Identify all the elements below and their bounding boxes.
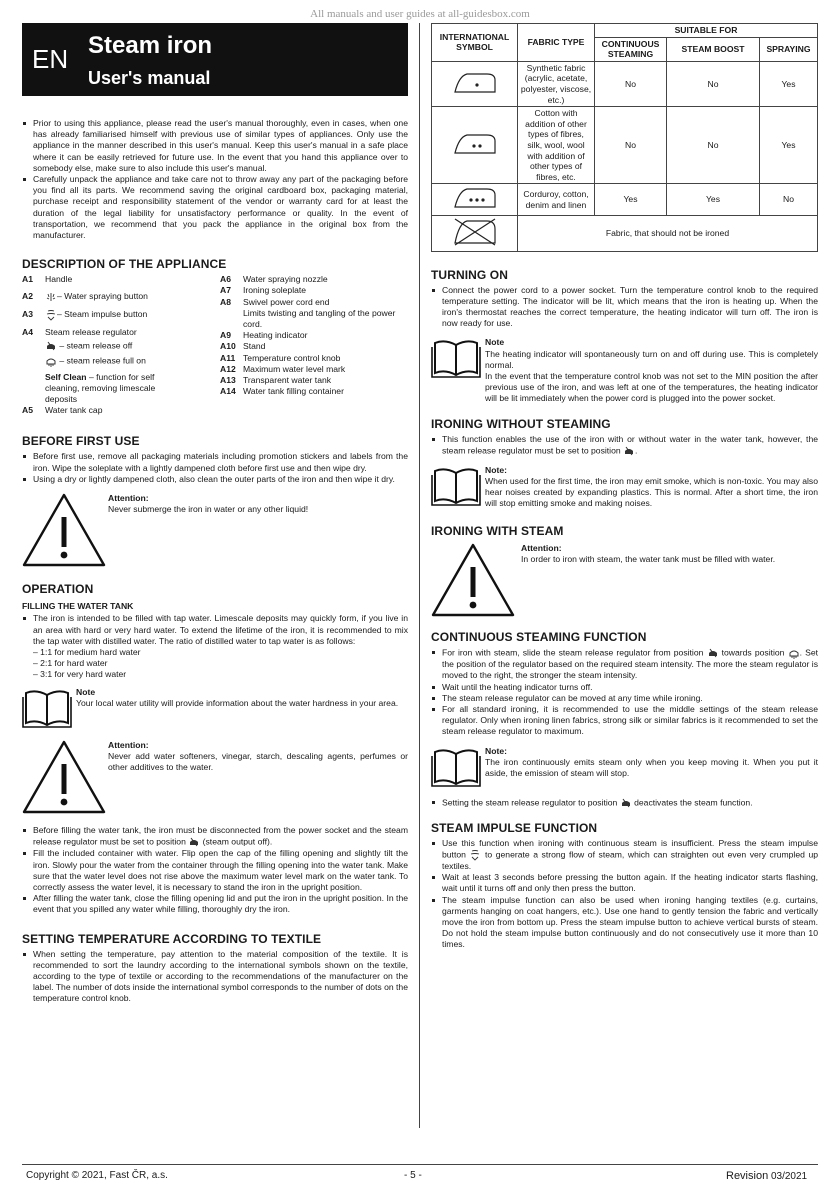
without-steam-list bbox=[431, 434, 818, 457]
steam-off-icon bbox=[188, 837, 200, 847]
list-item: Fill the included container with water. Flip open the cap of the filling opening and slightly tilt the iron. Slowly pour the water from the container through the filling opening into the water tank. Make sure that the water level does not rise above the maximum water level mark on the water tank. To correctly assess the water level, it is necessary to stand the iron in the upright position. bbox=[22, 848, 408, 893]
attention-title: Attention: bbox=[521, 542, 562, 553]
list-item: The steam impulse function can also be used when ironing hanging textiles (e.g. curtains, garments hanging on coat hangers, etc.). Use one hand to gently tension the fabric and vertically move the iron from bottom up. Press the steam impulse button to achieve vertical bursts of steam. Do not hold the steam impulse button continuously and do not consecutively use it more than 10 times. bbox=[431, 895, 818, 951]
right-column bbox=[431, 23, 818, 951]
steam-off-icon bbox=[620, 797, 632, 807]
column-divider bbox=[419, 23, 420, 1128]
parts-list bbox=[22, 274, 408, 416]
fabric-table bbox=[431, 23, 818, 252]
book-icon bbox=[22, 687, 76, 732]
steam-impulse-icon bbox=[45, 309, 57, 321]
steam-impulse-icon bbox=[469, 849, 481, 859]
list-item: The iron is intended to be filled with tap water. Limescale deposits may quickly form, if you live in an area with hard or very hard water. To extend the lifetime of the iron, it is recommended to mix the tap water with distilled water. The ratio of distilled water to tap water is as follows: bbox=[22, 613, 408, 647]
part-item: A13 Transparent water tank bbox=[220, 375, 332, 386]
filling-steps-list bbox=[22, 825, 408, 915]
part-item: A4 Steam release regulator bbox=[22, 327, 137, 338]
part-item: A2 – Water spraying button bbox=[22, 291, 148, 302]
part-item: A10 Stand bbox=[220, 341, 266, 352]
table-row: Synthetic fabric (acrylic, acetate, polyester, viscose, etc.) No No Yes bbox=[432, 61, 818, 106]
note-title: Note bbox=[485, 337, 505, 348]
table-header: CONTINUOUS STEAMING bbox=[595, 37, 667, 61]
left-column bbox=[22, 23, 408, 1005]
note-text: The iron continuously emits steam only when you keep moving it. When you put it aside, the emission of steam will stop. bbox=[485, 756, 818, 778]
before-first-use-list bbox=[22, 451, 408, 485]
part-item: A1 Handle bbox=[22, 274, 73, 285]
list-item: The steam release regulator can be moved at any time while ironing. bbox=[431, 693, 818, 704]
book-icon bbox=[431, 746, 485, 791]
part-item: A6 Water spraying nozzle bbox=[220, 274, 328, 285]
section-heading-continuous: CONTINUOUS STEAMING FUNCTION bbox=[431, 630, 647, 645]
page-title: Steam iron bbox=[88, 32, 213, 59]
part-subitem: – steam release full on bbox=[22, 355, 220, 367]
warning-triangle-icon bbox=[431, 543, 521, 620]
part-item: A12 Maximum water level mark bbox=[220, 363, 346, 374]
steam-off-icon bbox=[45, 340, 57, 350]
attention-box bbox=[431, 543, 818, 620]
part-item: A9 Heating indicator bbox=[220, 330, 308, 341]
section-heading-description: DESCRIPTION OF THE APPLIANCE bbox=[22, 257, 227, 272]
steam-off-icon bbox=[707, 647, 719, 657]
table-row: Corduroy, cotton, denim and linen Yes Yes No bbox=[432, 184, 818, 216]
impulse-list bbox=[431, 838, 818, 951]
steam-full-icon bbox=[45, 355, 57, 365]
part-subitem: Self Clean – function for self cleaning, removing limescale deposits bbox=[45, 371, 156, 405]
turning-on-list bbox=[431, 285, 818, 330]
attention-title: Attention: bbox=[108, 739, 149, 750]
note-text: The heating indicator will spontaneously turn on and off during use. This is completely normal. bbox=[485, 348, 818, 370]
list-item: Wait until the heating indicator turns off. bbox=[431, 682, 818, 693]
spray-icon bbox=[45, 291, 57, 303]
note-title: Note: bbox=[485, 745, 507, 756]
table-header: FABRIC TYPE bbox=[518, 24, 595, 62]
iron-two-dots-icon bbox=[432, 107, 518, 184]
subheading-filling: FILLING THE WATER TANK bbox=[22, 601, 134, 612]
continuous-setting-list bbox=[431, 797, 818, 809]
note-text: In the event that the temperature control knob was not set to the MIN position the after previous use of the iron, and was left at one of the temperatures, the heating indicator will be lit immediately when the power cord is plugged into the power socket. bbox=[485, 370, 818, 404]
section-heading-operation: OPERATION bbox=[22, 582, 94, 597]
list-item: Prior to using this appliance, please read the user's manual thoroughly, even in cases, when one has already familiarised himself with previous use of similar types of appliances. Only use the appliance in the manner described in this user's manual. Keep this user's manual in a safe place where it can be easily retrieved for future use. In the event that you hand this appliance over to somebody else, make sure to also include this user's manual. bbox=[22, 118, 408, 174]
list-item: When setting the temperature, pay attention to the material composition of the textile. It is recommended to sort the laundry according to the international symbols shown on the textile, according to the type of textile or according to the recommendations of the manufacturer on the label. The number of dots inside the international symbol corresponds to the number of dots on the temperature control knob. bbox=[22, 949, 408, 1005]
warning-triangle-icon bbox=[22, 740, 108, 817]
book-icon bbox=[431, 465, 485, 510]
note-title: Note bbox=[76, 686, 96, 697]
attention-title: Attention: bbox=[108, 493, 149, 504]
iron-three-dots-icon bbox=[432, 184, 518, 216]
copyright: Copyright © 2021, Fast ČR, a.s. bbox=[26, 1170, 168, 1181]
note-box bbox=[431, 746, 818, 791]
list-item: After filling the water tank, close the filling opening lid and put the iron in the upright position. In the event that you spilled any water while filling, thoroughly dry the iron. bbox=[22, 893, 408, 915]
attention-box bbox=[22, 740, 408, 817]
section-heading-turning-on: TURNING ON bbox=[431, 267, 508, 282]
note-text: Your local water utility will provide information about the water hardness in your area. bbox=[76, 697, 399, 708]
filling-list bbox=[22, 613, 408, 647]
attention-text: In order to iron with steam, the water tank must be filled with water. bbox=[521, 554, 776, 565]
table-header: STEAM BOOST bbox=[667, 37, 760, 61]
ratio-list: – 1:1 for medium hard water – 2:1 for hard water – 3:1 for very hard water bbox=[33, 647, 141, 680]
iron-one-dot-icon bbox=[432, 61, 518, 106]
footer-divider bbox=[22, 1164, 818, 1165]
list-item: Before filling the water tank, the iron must be disconnected from the power socket and the steam release regulator must be set to position (steam output off). bbox=[22, 825, 408, 848]
list-item: Using a dry or lightly dampened cloth, also clean the outer parts of the iron and then wipe it dry. bbox=[22, 474, 408, 485]
list-item: Before first use, remove all packaging materials including promotion stickers and labels from the iron. Wipe the soleplate with a lightly dampened cloth before first use and then wipe dry. bbox=[22, 451, 408, 473]
part-item: A7 Ironing soleplate bbox=[220, 285, 307, 296]
table-row: Fabric, that should not be ironed bbox=[432, 215, 818, 251]
part-item: A11 Temperature control knob bbox=[220, 352, 341, 363]
list-item: This function enables the use of the iron with or without water in the water tank, however, the steam release regulator must be set to position . bbox=[431, 434, 818, 457]
language-code: EN bbox=[32, 44, 69, 74]
list-item: For iron with steam, slide the steam release regulator from position towards position . Set the position of the regulator based on the required steam intensity. The more the steam regulator is moved to the right, the stronger the steam intensity. bbox=[431, 647, 818, 681]
part-subitem: – steam release off bbox=[22, 340, 220, 352]
temperature-list bbox=[22, 949, 408, 1005]
note-box bbox=[431, 337, 818, 404]
warning-triangle-icon bbox=[22, 493, 108, 570]
list-item: Wait at least 3 seconds before pressing the button again. If the heating indicator starts flashing, wait until it turns off and only then press the button. bbox=[431, 872, 818, 894]
watermark: All manuals and user guides at all-guidesbox.com bbox=[310, 8, 530, 20]
page-subtitle: User's manual bbox=[88, 68, 211, 88]
section-heading-impulse: STEAM IMPULSE FUNCTION bbox=[431, 820, 598, 835]
list-item: Carefully unpack the appliance and take care not to throw away any part of the packaging before you find all its parts. We recommend saving the original cardboard box, packaging material, purchase receipt and responsibility statement of the vendor or warranty card for at least the duration of the legal liability for unsatisfactory performance or quality. In the event of transportation, we recommend that you pack the appliance in the original box from the manufacturer. bbox=[22, 174, 408, 241]
table-header: SPRAYING bbox=[760, 37, 818, 61]
do-not-iron-icon bbox=[432, 215, 518, 251]
book-icon bbox=[431, 337, 485, 382]
steam-full-icon bbox=[788, 647, 800, 657]
table-header: INTERNATIONAL SYMBOL bbox=[432, 24, 518, 62]
part-item: A14 Water tank filling container bbox=[220, 386, 344, 397]
attention-box bbox=[22, 493, 408, 570]
page-number: - 5 - bbox=[404, 1170, 422, 1181]
section-heading-with-steam: IRONING WITH STEAM bbox=[431, 523, 564, 538]
table-header: SUITABLE FOR bbox=[595, 24, 818, 38]
list-item: Connect the power cord to a power socket. Turn the temperature control knob to the required temperature setting. The indicator will be lit, which means that the iron is heating up. When the iron's thermostat reaches the correct temperature, the heating indicator will turn off. The iron is now ready for use. bbox=[431, 285, 818, 330]
note-box bbox=[22, 687, 408, 732]
list-item: Setting the steam release regulator to position deactivates the steam function. bbox=[431, 797, 818, 809]
steam-off-icon bbox=[623, 445, 635, 455]
list-item: Use this function when ironing with continuous steam is insufficient. Press the steam impulse button to generate a strong flow of steam, which can straighten out even very crumpled up textiles. bbox=[431, 838, 818, 872]
section-heading-before-first-use: BEFORE FIRST USE bbox=[22, 434, 140, 449]
intro-list bbox=[22, 118, 408, 241]
table-row: Cotton with addition of other types of fibres, silk, wool, wool with addition of other types of fibres, etc. No No Yes bbox=[432, 107, 818, 184]
part-item: A8 Swivel power cord end bbox=[220, 296, 330, 307]
attention-text: Never submerge the iron in water or any other liquid! bbox=[108, 504, 309, 515]
note-title: Note: bbox=[485, 464, 507, 475]
note-text: When used for the first time, the iron may emit smoke, which is non-toxic. You may also hear noises created by expanding plastics. This is normal. After a short time, the iron will stop emitting smoke and making noises. bbox=[485, 475, 818, 509]
part-item: Limits twisting and tangling of the power cord. bbox=[243, 307, 396, 330]
attention-text: Never add water softeners, vinegar, starch, descaling agents, perfumes or other additives to the water. bbox=[108, 751, 408, 773]
part-item: A5 Water tank cap bbox=[22, 405, 103, 416]
list-item: For all standard ironing, it is recommended to use the middle settings of the steam release regulator. Only when ironing linen fabrics, strong silk or similar fabrics is it recommended to set the steam release regulator to maximum. bbox=[431, 704, 818, 738]
note-box bbox=[431, 465, 818, 510]
title-banner bbox=[22, 23, 408, 96]
part-item: A3 – Steam impulse button bbox=[22, 309, 148, 320]
revision: Revision 03/2021 bbox=[726, 1170, 808, 1182]
continuous-list bbox=[431, 647, 818, 737]
section-heading-without-steam: IRONING WITHOUT STEAMING bbox=[431, 416, 611, 431]
section-heading-temperature: SETTING TEMPERATURE ACCORDING TO TEXTILE bbox=[22, 931, 322, 946]
